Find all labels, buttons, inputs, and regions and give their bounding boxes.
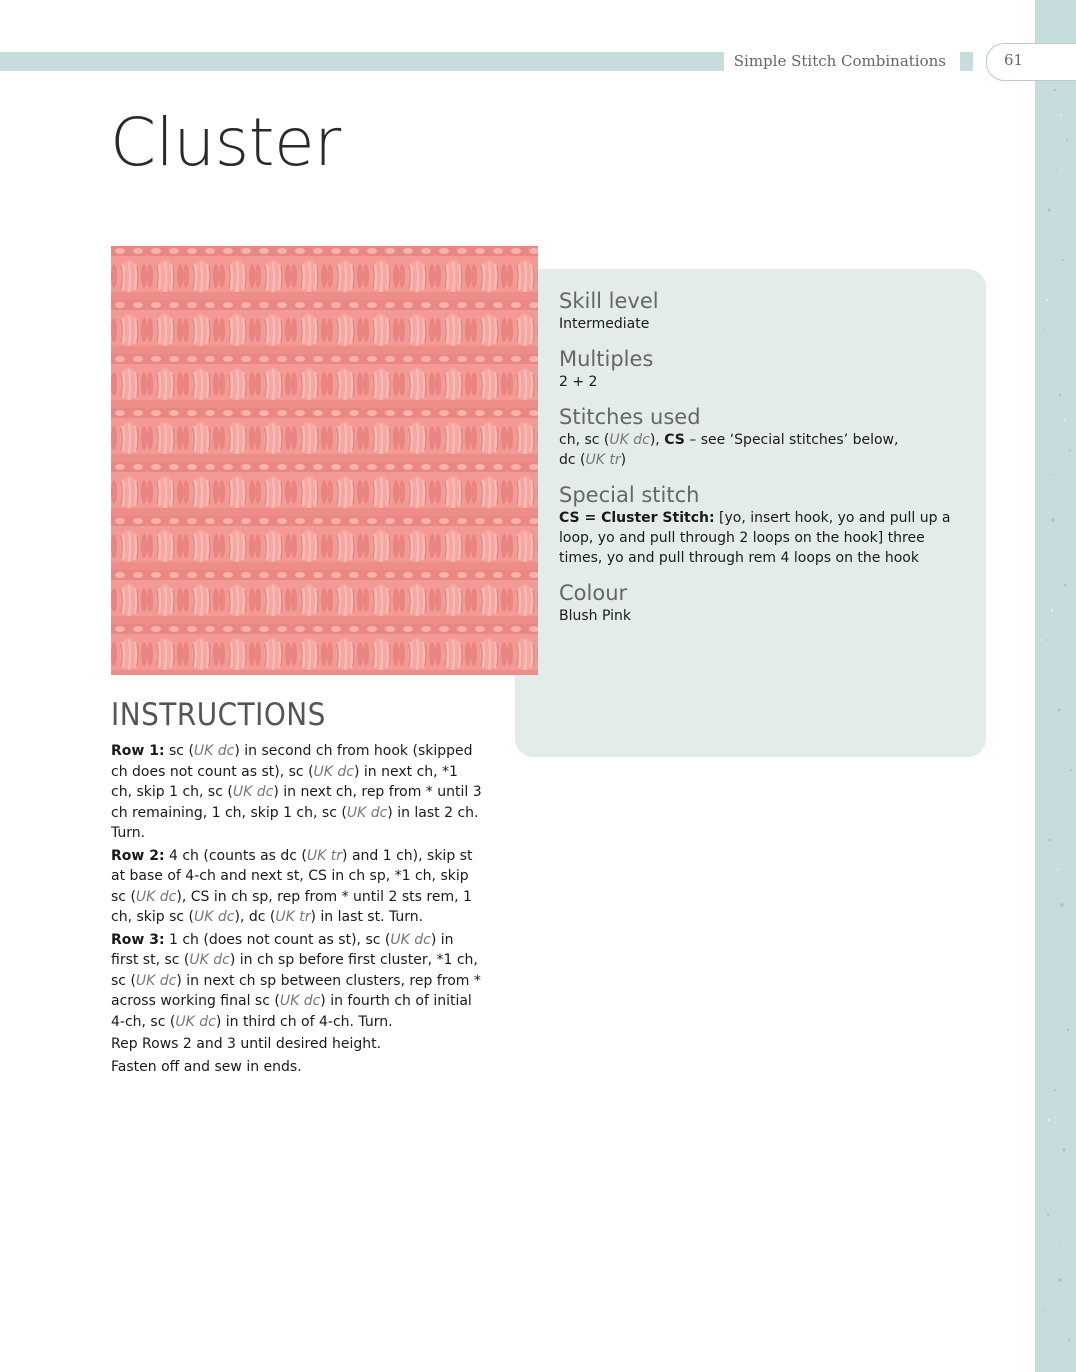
finish-instruction: Fasten off and sew in ends.	[111, 1058, 302, 1075]
crochet-swatch-photo	[111, 246, 538, 675]
colour-section	[559, 580, 959, 626]
special-stitch-heading: Special stitch	[559, 483, 700, 507]
page-number: 61	[1004, 51, 1024, 69]
row-2-instruction: Row 2: 4 ch (counts as dc (UK tr) and 1 ch), skip st at base of 4-ch and next st, CS in ch sp, *1 ch, skip sc (UK dc), CS in ch sp, rep from * until 2 sts rem, 1 ch, skip sc (UK dc), dc (UK tr) in last st. Turn.	[111, 847, 473, 925]
info-content	[559, 288, 959, 638]
row-3-instruction: Row 3: 1 ch (does not count as st), sc (UK dc) in first st, sc (UK dc) in ch sp before first cluster, *1 ch, sc (UK dc) in next ch sp between clusters, rep from * across working final sc (UK dc) in fourth ch of initial 4-ch, sc (UK dc) in third ch of 4-ch. Turn.	[111, 931, 481, 1030]
stitches-used-value: ch, sc (UK dc), CS – see ‘Special stitches’ below, dc (UK tr)	[559, 432, 899, 468]
multiples-value: 2 + 2	[559, 374, 598, 390]
speckled-side-strip	[1035, 0, 1076, 1372]
skill-level-section	[559, 288, 959, 334]
speckle-pattern	[1035, 0, 1076, 1372]
instructions-heading: INSTRUCTIONS	[111, 697, 326, 733]
page-title: Cluster	[110, 104, 341, 181]
row-1-instruction: Row 1: sc (UK dc) in second ch from hook (skipped ch does not count as st), sc (UK dc) in next ch, *1 ch, skip 1 ch, sc (UK dc) in next ch, rep from * until 3 ch remaining, 1 ch, skip 1 ch, sc (UK dc) in last 2 ch. Turn.	[111, 743, 482, 841]
colour-heading: Colour	[559, 581, 628, 605]
multiples-heading: Multiples	[559, 347, 654, 371]
multiples-section	[559, 346, 959, 392]
colour-value: Blush Pink	[559, 608, 631, 624]
repeat-instruction: Rep Rows 2 and 3 until desired height.	[111, 1036, 382, 1052]
page-number-tab	[986, 43, 1076, 81]
skill-level-heading: Skill level	[559, 289, 659, 313]
special-stitch-value: CS = Cluster Stitch: [yo, insert hook, yo and pull up a loop, yo and pull through 2 loops on the hook] three times, yo and pull through rem 4 loops on the hook	[559, 510, 951, 566]
stitches-used-heading: Stitches used	[559, 405, 701, 429]
section-title: Simple Stitch Combinations	[724, 52, 960, 71]
skill-level-value: Intermediate	[559, 316, 650, 332]
special-stitch-section	[559, 482, 959, 568]
stitches-used-section	[559, 404, 959, 470]
instructions-body	[111, 741, 483, 1079]
